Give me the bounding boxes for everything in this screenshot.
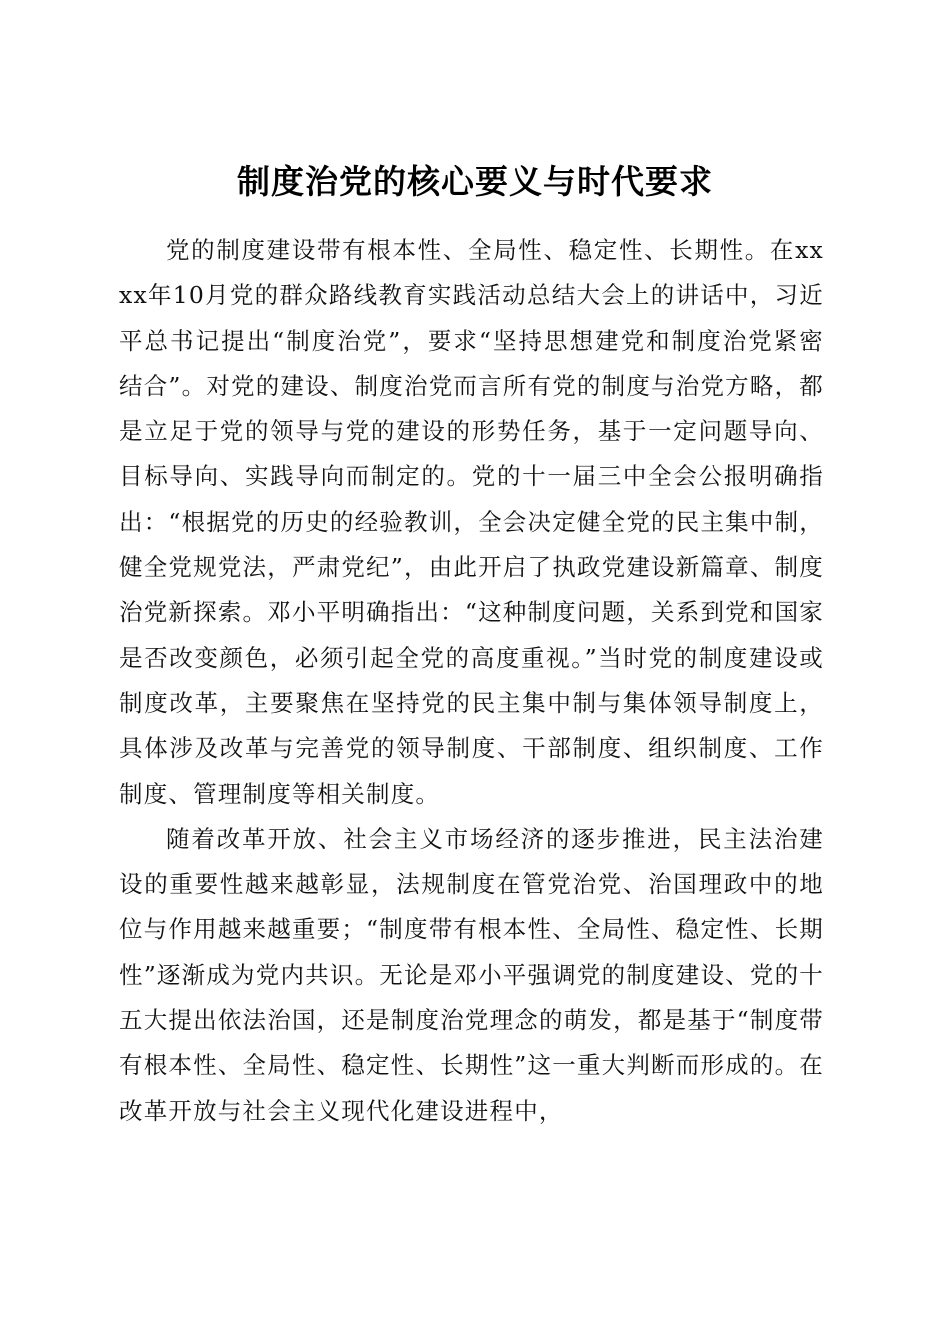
document-title: 制度治党的核心要义与时代要求 — [237, 162, 713, 202]
paragraph-2: 随着改革开放、社会主义市场经济的逐步推进，民主法治建设的重要性越来越彰显，法规制度在管党治党、治国理政中的地位与作用越来越重要；“制度带有根本性、全局性、稳定性、长期性”逐渐成为党内共识。无论是邓小平强调党的制度建设、党的十五大提出依法治国，还是制度治党理念的萌发，都是基于“制度带有根本性、全局性、稳定性、长期性”这一重大判断而形成的。在改革开放与社会主义现代化建设进程中， — [119, 824, 824, 1125]
paragraph-1: 党的制度建设带有根本性、全局性、稳定性、长期性。在xxxx年10月党的群众路线教育实践活动总结大会上的讲话中，习近平总书记提出“制度治党”，要求“坚持思想建党和制度治党紧密结合”。对党的建设、制度治党而言所有党的制度与治党方略，都是立足于党的领导与党的建设的形势任务，基于一定问题导向、目标导向、实践导向而制定的。党的十一届三中全会公报明确指出：“根据党的历史的经验教训，全会决定健全党的民主集中制，健全党规党法，严肃党纪”，由此开启了执政党建设新篇章、制度治党新探索。邓小平明确指出：“这种制度问题，关系到党和国家是否改变颜色，必须引起全党的高度重视。”当时党的制度建设或制度改革，主要聚焦在坚持党的民主集中制与集体领导制度上，具体涉及改革与完善党的领导制度、干部制度、组织制度、工作制度、管理制度等相关制度。 — [119, 236, 824, 808]
document-body — [119, 228, 824, 1134]
